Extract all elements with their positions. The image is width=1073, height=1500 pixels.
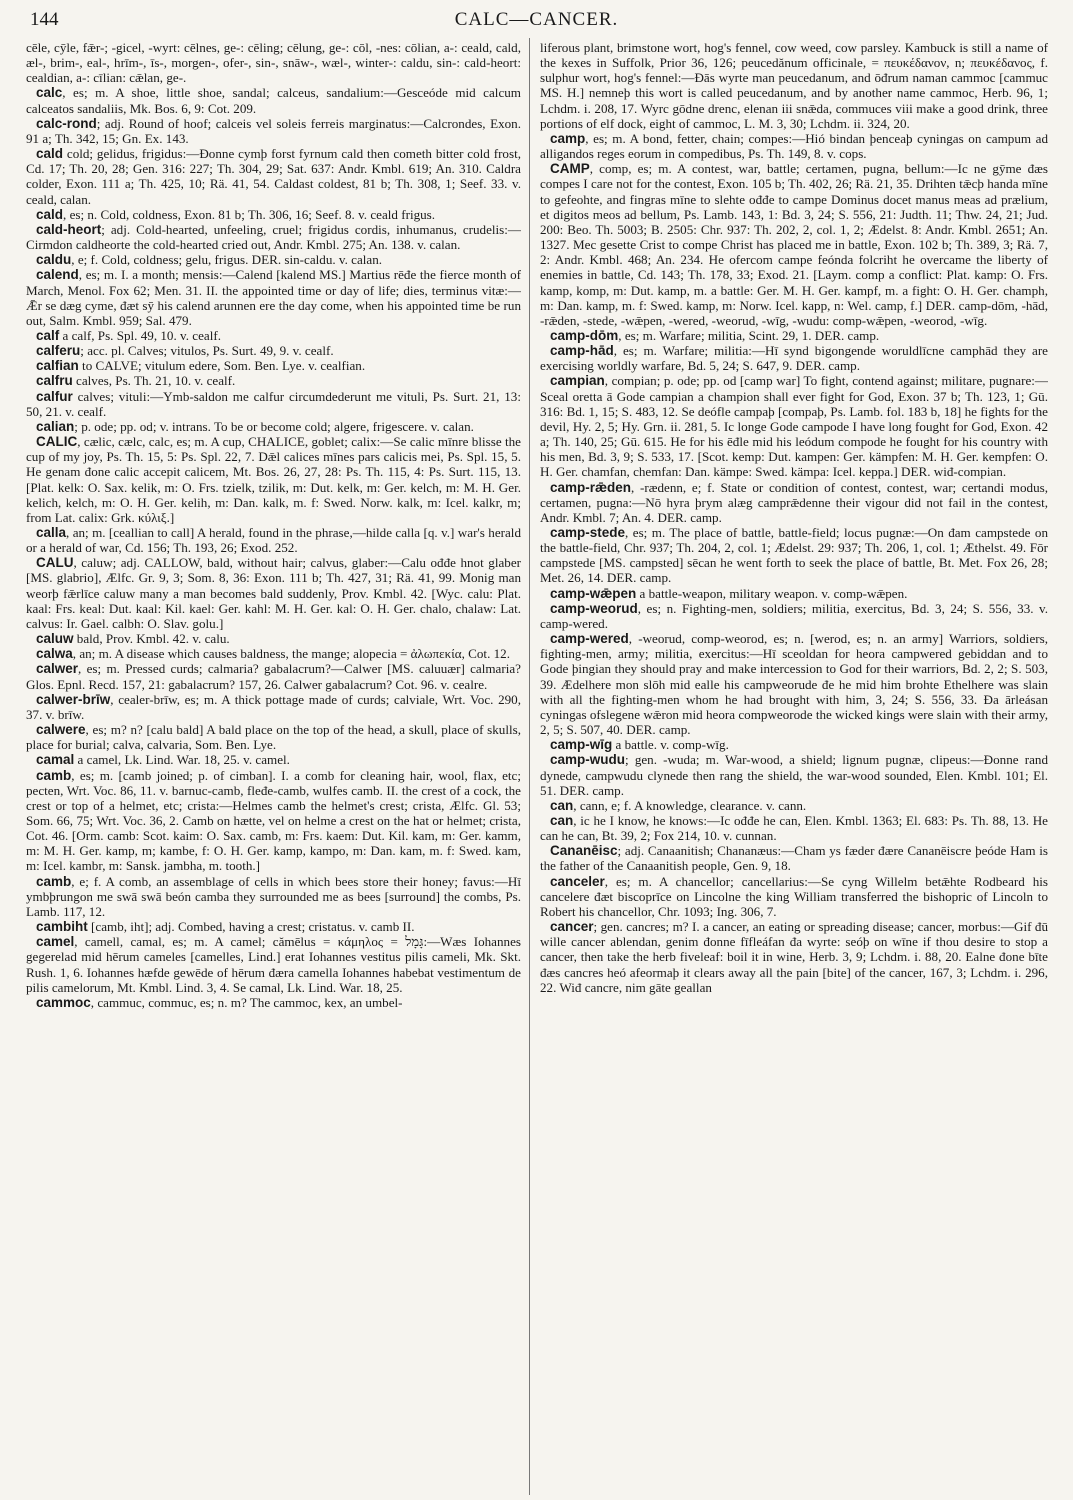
- dictionary-entry: camp-stede, es; m. The place of battle, battle-field; locus pugnæ:—On đam campstede on the battle-field, Chr. 937; Th. 204, 2, col. 1; Ædelst. 29: 937; Th. 206, 1, col. 1; Æthelst. 49. Fōr campstede [MS. campsted] sēcan he went forth to seek the place of battle, Bt. Met. Fox 26, 28; Met. 26, 14. DER. camp.: [540, 525, 1048, 586]
- dictionary-entry: calwer, es; m. Pressed curds; calmaria? gabalacrum?—Calwer [MS. caluuær] calmaria? Glos. Epnl. Recd. 157, 21: gabalacrum? 157, 26. Calwer gabalacrum? Cot. 96. v. cealre.: [26, 661, 521, 692]
- dictionary-entry: calferu; acc. pl. Calves; vitulos, Ps. Surt. 49, 9. v. cealf.: [36, 343, 334, 359]
- dictionary-entry: CAMP, comp, es; m. A contest, war, battle; certamen, pugna, bellum:—Ic ne gȳme đæs compes I care not for the contest, Exon. 105 b; Th. 402, 26; Rä. 21, 35. Drihten tǣcþ handa mīne to gefeohte, and fingras mīne to slehte ođđe to campe Dominus docet manus meas ad prælium, et digitos meos ad bellum, Ps. Lamb. 143, 1: Bd. 3, 24; S. 556, 21: Judth. 11; Thw. 24, 21; Jud. 200: Beo. Th. 5003; B. 2505: Chr. 937: Th. 202, 2, col. 1, 2; Ædelst. 8: Andr. Kmbl. 2651; An. 1327. Mec gesette Crist to compe Christ has placed me in battle, Exon. 102 b; Th. 389, 3; Rä. 7, 2: Andr. Kmbl. 468; An. 234. He ofercom campe feónda folcriht he overcame the liberty of enemies in battle, Cd. 143; Th. 178, 33; Exod. 21. [Laym. comp a conflict: Plat. kamp: O. Frs. kamp, komp, m: Dut. kamp, m. a battle: Ger. M. H. Ger. kampf, m. a fight: O. H. Ger. champh, m: Dan. kamp, m. f: Swed. kamp, m: Norw. Icel. kapp, n: Wel. camp, f.] DER. camp-dōm, -hād, -rǣden, -stede, -wǣpen, -wered, -weorud, -wīg, -wudu: comp-wǣpen, -weorod, -wīg.: [540, 161, 1048, 328]
- dictionary-entry: can, ic he I know, he knows:—Ic ođđe he can, Elen. Kmbl. 1363; El. 683: Ps. Th. 88, 13. He can he can, Bt. 39, 2; Fox 214, 10. v. cunnan.: [540, 812, 1048, 844]
- dictionary-entry: cald cold; gelidus, frigidus:—Ðonne cymþ forst fyrnum cald then cometh bitter cold frost, Cd. 17; Th. 20, 28; Gen. 316: 227; Th. 304, 29; Sat. 637: Andr. Kmbl. 619; An. 310. Caldra colder, Exon. 111 a; Th. 425, 10; Rä. 41, 54. Caldast coldest, 81 b; Th. 308, 1; Seef. 33. v. ceald, calan.: [26, 146, 521, 207]
- dictionary-entry: calfru calves, Ps. Th. 21, 10. v. cealf.: [36, 373, 236, 389]
- dictionary-entry: caluw bald, Prov. Kmbl. 42. v. calu.: [36, 631, 230, 647]
- dictionary-entry: calwer-brīw, cealer-brīw, es; m. A thick pottage made of curds; calviale, Wrt. Voc. 290, 37. v. brīw.: [26, 691, 521, 722]
- dictionary-entry: camp-wudu; gen. -wuda; m. War-wood, a shield; lignum pugnæ, clipeus:—Đonne rand dynede, campwudu clynede then rang the shield, the war-wood sounded, Elen. Kmbl. 101; El. 51. DER. camp.: [540, 752, 1048, 798]
- dictionary-entry: Cananēisc; adj. Canaanitish; Chananæus:—Cham ys fæder đære Cananēiscre þeóde Ham is the father of the Canaanitish people, Gen. 9, 18.: [540, 843, 1048, 874]
- dictionary-entry: camp-hād, es; m. Warfare; militia:—Hī synd bigongende woruldlīcne camphād they are exercising worldly warfare, Bd. 5, 24; S. 647, 9. DER. camp.: [540, 343, 1048, 374]
- dictionary-entry: cald, es; n. Cold, coldness, Exon. 81 b; Th. 306, 16; Seef. 8. v. ceald frigus.: [36, 206, 436, 222]
- dictionary-entry: cammoc, cammuc, commuc, es; n. m? The cammoc, kex, an umbel-: [36, 994, 403, 1010]
- dictionary-entry: calwere, es; m? n? [calu bald] A bald place on the top of the head, a skull, place of skulls, place for burial; calva, calvaria, Som. Ben. Lye.: [26, 722, 521, 753]
- dictionary-entry: cald-heort; adj. Cold-hearted, unfeeling, cruel; frigidus cordis, inhumanus, crudelis:—Cirmdon caldheorte the cold-hearted cried out, Andr. Kmbl. 275; An. 138. v. calan.: [26, 221, 521, 253]
- dictionary-entry: calwa, an; m. A disease which causes baldness, the mange; alopecia = ἀλωπεκία, Cot. 12.: [36, 646, 510, 662]
- dictionary-entry: camal a camel, Lk. Lind. War. 18, 25. v. camel.: [36, 752, 290, 768]
- dictionary-entry: can, cann, e; f. A knowledge, clearance. v. cann.: [550, 797, 807, 813]
- dictionary-entry: calc, es; m. A shoe, little shoe, sandal; calceus, sandalium:—Gesceóde mid calcum calceatos sandaliis, Mk. Bos. 6, 9: Cot. 209.: [26, 85, 521, 116]
- dictionary-entry: calfur calves; vituli:—Ymb-saldon me calfur circumdederunt me vituli, Ps. Surt. 21, 13: 50, 21. v. cealf.: [26, 388, 521, 419]
- dictionary-entry: camp-wīg a battle. v. comp-wīg.: [550, 737, 729, 753]
- left-column: [26, 40, 521, 1495]
- dictionary-entry: camp, es; m. A bond, fetter, chain; compes:—Hió bindan þenceaþ cyningas on campum ad alligandos reges eorum in compedibus, Ps. Th. 149, 8. v. cops.: [540, 130, 1048, 162]
- dictionary-entry: calend, es; m. I. a month; mensis:—Calend [kalend MS.] Martius rēđe the fierce month of March, Menol. Fox 62; Men. 31. II. the appointed time or day of life; dies, terminus vitæ:—Ǣr se dæg cyme, đæt sȳ his calend arunnen ere the day come, when his appointed time be run out, Salm. Kmbl. 959; Sal. 479.: [26, 267, 521, 328]
- column-divider: [529, 38, 530, 1495]
- dictionary-entry: cambiht [camb, iht]; adj. Combed, having a crest; cristatus. v. camb II.: [36, 919, 415, 935]
- dictionary-entry: camp-rǣden, -rædenn, e; f. State or condition of contest, contest, war; certandi modus, certamen, pugna:—Nō hyra þrym alæg camprǣdenne their vigour did not fail in the contest, Andr. Kmbl. 7; An. 4. DER. camp.: [540, 479, 1048, 525]
- dictionary-entry: camp-weorud, es; n. Fighting-men, soldiers; militia, exercitus, Bd. 3, 24; S. 556, 33. v. camp-wered.: [540, 600, 1048, 631]
- dictionary-entry: calla, an; m. [ceallian to call] A herald, found in the phrase,—hilde calla [q. v.] war's herald or a herald of war, Cd. 156; Th. 193, 26; Exod. 252.: [26, 525, 521, 556]
- right-column: [540, 40, 1048, 1495]
- dictionary-entry: campian, compian; p. ode; pp. od [camp war] To fight, contend against; militare, pugnare:—Sceal oretta ā Gode campian a champion shall ever fight for God, Exon. 37 b; Th. 123, 1; Gū. 316: Bd. 1, 15; S. 483, 12. Se deófle campaþ [compaþ, Ps. Lamb. fol. 183 b, 18] he fights for the devil, Hy. 2, 5; Hy. Grn. ii. 281, 5. Ic longe Gode campode I have long fought for God, Exon. 42 a; Th. 140, 25; Gū. 615. He for his ēđle mid his leódum compode he fought for his country with his men, Bd. 3, 9; S. 533, 17. [Scot. kemp: Dut. kampen: Ger. kämpfen: M. H. Ger. kempfen: O. H. Ger. chamfan, chemfan: Dan. kämpe: Swed. kämpa: Icel. keppa.] DER. wiđ-compian.: [540, 373, 1048, 480]
- dictionary-entry: camb, e; f. A comb, an assemblage of cells in which bees store their honey; favus:—Hī ymbþrungon me swā swā beón camba they surrounded me as bees [surround] the combs, Ps. Lamb. 117, 12.: [26, 873, 521, 919]
- dictionary-entry: caldu, e; f. Cold, coldness; gelu, frigus. DER. sin-caldu. v. calan.: [36, 252, 383, 268]
- dictionary-entry: camel, camell, camal, es; m. A camel; cămēlus = κάμηλος = גָּמָל:—Wæs Iohannes gegerelad mid hērum cameles [camelles, Lind.] erat Iohannes vestitus pilis cameli, Mk. Skt. Rush. 1, 6. Iohannes hæfde gewēde of hērum đæra camella Iohannes habebat vestimentum de pilis camelorum, Mt. Kmbl. Lind. 3, 4. Se camal, Lk. Lind. War. 18, 25.: [26, 934, 521, 995]
- dictionary-entry: camp-dōm, es; m. Warfare; militia, Scint. 29, 1. DER. camp.: [550, 327, 880, 343]
- dictionary-entry: CALU, caluw; adj. CALLOW, bald, without hair; calvus, glaber:—Calu ođđe hnot glaber [MS. glabrio], Ælfc. Gr. 9, 3; Som. 8, 36: Exon. 111 b; Th. 427, 31; Rä. 41, 99. Monig man weorþ fǣrlīce caluw many a man becomes bald suddenly, Prov. Kmbl. 42. [Wyc. calu: Plat. kaal: Frs. keal: Dut. kaal: Kil. kael: Ger. kahl: M. H. Ger. kal: O. H. Ger. chalo, chalaw: Lat. calvus: Ir. Gael. calbh: O. Slav. golu.]: [26, 555, 521, 631]
- dictionary-entry: cēle, cȳle, fǣr-; -gicel, -wyrt: cēlnes, ge-: cēling; cēlung, ge-: cōl, -nes: cōlian, a-: ceald, cald, æl-, brim-, eal-, hrīm-, īs-, morgen-, ofer-, sin-, snāw-, wæl-, winter-: caldu, sin-: cald-heort: cealdian, a-: cīlian: cǣlan, ge-.: [26, 40, 521, 86]
- dictionary-entry: calian; p. ode; pp. od; v. intrans. To be or become cold; algere, frigescere. v. calan.: [36, 418, 474, 434]
- dictionary-entry: camp-wered, -weorud, comp-weorod, es; n. [werod, es; n. an army] Warriors, soldiers, fighting-men, army; militia, exercitus:—Hī sceoldan for heora campwered gebiddan and to Gode þingian they should pray and make intercession to God for their warriors, Bd. 2, 2; S. 503, 39. Ædelhere mon slōh mid ealle his campweorude đe he mid him brohte Ethelhere was slain with all the fighting-men whom he had brought with him, 3, 24; S. 556, 33. Đa ārleásan cyningas ofslegene wǣron mid heora compweorode the wicked kings were slain with their army, 2, 5; S. 507, 40. DER. camp.: [540, 631, 1048, 738]
- dictionary-entry: calfian to CALVE; vitulum edere, Som. Ben. Lye. v. cealfian.: [36, 358, 366, 374]
- dictionary-entry: camb, es; m. [camb joined; p. of cimban]. I. a comb for cleaning hair, wool, flax, etc; pecten, Wrt. Voc. 86, 11. v. barnuc-camb, fleđe-camb, wulfes camb. II. the crest of a cock, the crest or top of a helmet, etc; crista:—Helmes camb the helmet's crest; crista, Ælfc. Gl. 53; Som. 66, 75; Wrt. Voc. 36, 2. Camb on hætte, vel on helme a crest on the hat or helmet; crista, Cot. 46. [Orm. camb: Scot. kaim: O. Sax. camb, m: Frs. kaem: Dut. Kil. kam, m: Ger. kamm, m: M. H. Ger. kamp, m; kambe, f: O. H. Ger. kamp, kampo, m: Dan. kam, m. f: Swed. kam, m: Icel. kambr, m: Sansk. jambha, m. tooth.]: [26, 767, 521, 874]
- dictionary-entry: calc-rond; adj. Round of hoof; calceis vel soleis ferreis marginatus:—Calcrondes, Exon. 91 a; Th. 342, 15; Gn. Ex. 143.: [26, 115, 521, 146]
- running-title: CALC—CANCER.: [454, 9, 619, 30]
- dictionary-entry: calf a calf, Ps. Spl. 49, 10. v. cealf.: [36, 327, 221, 343]
- dictionary-entry: liferous plant, brimstone wort, hog's fennel, cow weed, cow parsley. Kambuck is still a name of the kexes in Suffolk, Prior 36, 126; peucedănum officinale, = πευκέδανον, n; πευκέδανος, f. sulphur wort, hog's fennel:—Đās wyrte man peucedanum, and ōđrum naman cammoc [cammuc MS. H.] nemneþ this wort is called peucedanum, and by another name cammoc, Herb. 96, 1; Lchdm. i. 208, 17. Wyrc gōdne drenc, elenan iii snǣda, commuces viii make a good drink, three portions of elf dock, eight of cammoc, L. M. 3, 30; Lchdm. ii. 324, 20.: [540, 40, 1048, 131]
- dictionary-entry: cancer; gen. cancres; m? I. a cancer, an eating or spreading disease; cancer, morbus:—Gif đū wille cancer ablendan, genim đonne fīfleáfan đa wyrte: seóþ on wīne if thou desire to stop a cancer, then take the herb fiveleaf: boil it in wine, Herb. 3, 9; Lchdm. i. 88, 20. Ealne đone bīte đæs cancres heó afeormaþ it clears away all the pain [bite] of the cancer, 167, 3; Lchdm. i. 296, 22. Wiđ cancre, nim gāte geallan: [540, 919, 1048, 995]
- dictionary-entry: canceler, es; m. A chancellor; cancellarius:—Se cyng Willelm betǣhte Rodbeard his cancelere đæt biscoprīce on Lincolne the king William transferred the bishopric of Lincoln to Robert his chancellor, Chr. 1093; Ing. 306, 7.: [540, 873, 1048, 919]
- dictionary-entry: camp-wǣpen a battle-weapon, military weapon. v. comp-wǣpen.: [550, 585, 908, 601]
- page-number: 144: [30, 9, 59, 30]
- dictionary-entry: CALIC, cælic, cælc, calc, es; m. A cup, CHALICE, goblet; calix:—Se calic mīnre blisse the cup of my joy, Ps. Th. 15, 5: Ps. Spl. 22, 7. Dǣl calices mīnes pars calicis mei, Ps. Spl. 15, 5. He genam đone calic accepit calicem, Mt. Bos. 26, 27, 28: Ps. Th. 115, 4: Ps. Surt. 115, 13. [Plat. kelk: O. Sax. kelik, m: O. Frs. tzielk, tzilik, m: Dut. kelk, m: Ger. kelch, m: M. H. Ger. kelich, kelch, m: O. H. Ger. kelih, m: Dan. kalk, m. f: Swed. Norw. kalk, m: Icel. kalkr, m; from Lat. calix: Grk. κύλιξ.]: [26, 434, 521, 525]
- page-header: [26, 6, 1047, 34]
